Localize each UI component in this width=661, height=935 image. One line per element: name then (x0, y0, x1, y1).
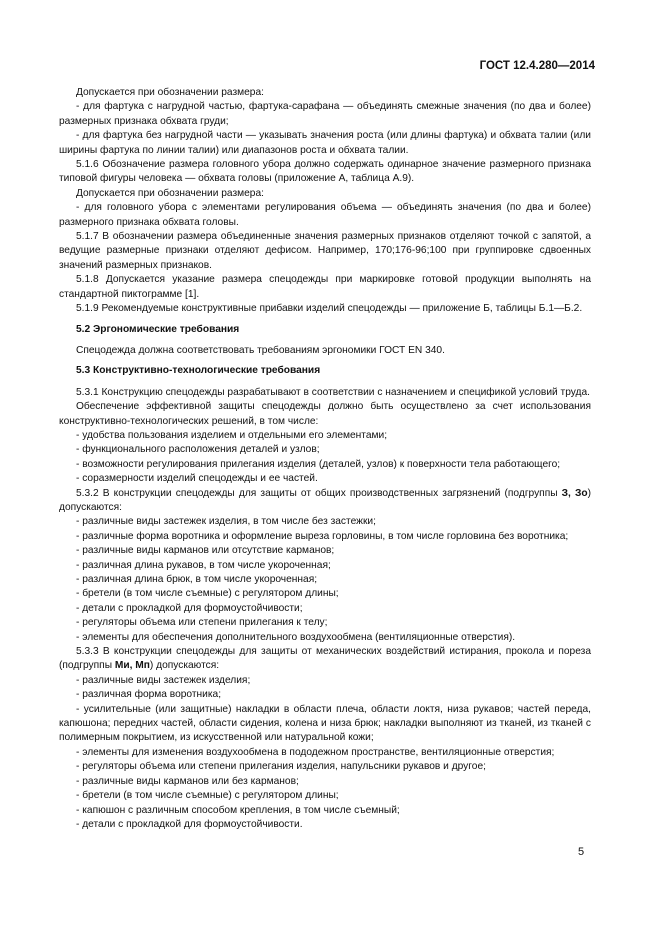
list-item: - регуляторы объема или степени прилегания к телу; (76, 617, 328, 629)
list-item: - капюшон с различным способом крепления, в том числе съемный; (76, 804, 400, 816)
paragraph: 5.1.6 Обозначение размера головного убора должно содержать одинарное значение размерного признака типовой фигуры человека — обхвата головы (приложение А, таблица А.9). (59, 159, 591, 185)
list-item: - соразмерности изделий спецодежды и ее частей. (76, 473, 318, 485)
list-item: - функционального расположения деталей и узлов; (76, 444, 320, 456)
list-item: - возможности регулирования прилегания изделия (деталей, узлов) к поверхности тела работающего; (76, 458, 561, 470)
paragraph: Допускается при обозначении размера: (76, 187, 264, 199)
list-item: - различные виды карманов или отсутствие карманов; (76, 545, 335, 557)
list-item: - различные виды застежек изделия, в том числе без застежки; (76, 516, 376, 528)
list-item: - детали с прокладкой для формоустойчивости; (76, 602, 303, 614)
list-item: - удобства пользования изделием и отдельными его элементами; (76, 429, 388, 441)
subgroup-codes: Ми, Мп (114, 660, 150, 672)
paragraph-533 (59, 645, 591, 674)
paragraph: 5.3.1 Конструкцию спецодежды разрабатывают в соответствии с назначением и спецификой условий труда. (76, 386, 590, 398)
page-number: 5 (578, 846, 585, 858)
list-item: - регуляторы объема или степени прилегания изделия, напульсники рукавов и другое; (76, 761, 486, 773)
list-item: - бретели (в том числе съемные) с регулятором длины; (76, 790, 339, 802)
list-item: - бретели (в том числе съемные) с регулятором длины; (76, 588, 339, 600)
paragraph-text: ) допускаются: (59, 487, 591, 513)
paragraph: 5.1.7 В обозначении размера объединенные значения размерных признаков отделяют точкой с запятой, а ведущие размерные признаки отделяют дефисом. Например, 170;176-96;100 при группировке сдвоенных значений размерных признаков. (59, 231, 591, 271)
section-heading: 5.2 Эргономические требования (76, 323, 240, 335)
paragraph-532 (59, 487, 591, 516)
list-item: - детали с прокладкой для формоустойчивости. (76, 818, 303, 830)
list-item: - различная форма воротника; (76, 689, 222, 701)
paragraph-text: 5.3.2 В конструкции спецодежды для защиты от общих производственных загрязнений (подгруппы (76, 487, 562, 499)
paragraph-text: ) допускаются: (149, 660, 220, 672)
paragraph: 5.1.9 Рекомендуемые конструктивные прибавки изделий спецодежды — приложение Б, таблицы Б.1—Б.2. (76, 303, 583, 315)
paragraph-text: 5.3.3 В конструкции спецодежды для защиты от механических воздействий истирания, прокола и пореза (подгруппы (59, 646, 591, 672)
paragraph: 5.1.8 Допускается указание размера спецодежды при маркировке готовой продукции выполнять на стандартной пиктограмме [1]. (59, 274, 591, 300)
list-item: - элементы для изменения воздухообмена в пододежном пространстве, вентиляционные отверстия; (76, 746, 555, 758)
paragraph: - для фартука с нагрудной частью, фартука-сарафана — объединять смежные значения (по два и более) размерных признака обхвата груди; (59, 101, 591, 127)
list-item: - различные виды застежек изделия; (76, 674, 251, 686)
list-item: - различные виды карманов или без карманов; (76, 775, 299, 787)
list-item: - усилительные (или защитные) накладки в области плеча, области локтя, низа рукавов; частей переда, капюшона; передних частей, области сидения, колена и низа брюк; накладки выполняют из тканей, из тканей с полимерным покрытием, из искусственной или натуральной кожи; (59, 703, 591, 744)
subgroup-codes: З, Зо (561, 487, 588, 499)
list-item: - элементы для обеспечения дополнительного воздухообмена (вентиляционные отверстия). (76, 631, 516, 643)
list-item: - различная длина рукавов, в том числе укороченная; (76, 559, 331, 571)
document-id-header: ГОСТ 12.4.280—2014 (479, 60, 595, 72)
paragraph: - для фартука без нагрудной части — указывать значения роста (или длины фартука) и обхвата талии (или ширины фартука по линии талии) или диапазонов роста и обхвата талии. (59, 130, 591, 156)
section-heading: 5.3 Конструктивно-технологические требования (76, 365, 321, 377)
paragraph: Обеспечение эффективной защиты спецодежды должно быть осуществлено за счет использования конструктивно-технологических решений, в том числе: (59, 401, 591, 427)
list-item: - различная длина брюк, в том числе укороченная; (76, 574, 318, 585)
paragraph: Допускается при обозначении размера: (76, 87, 264, 98)
list-item: - различные форма воротника и оформление выреза горловины, в том числе горловина без воротника; (76, 530, 569, 542)
paragraph: - для головного убора с элементами регулирования объема — объединять значения (по два и более) размерного признака обхвата головы. (59, 202, 591, 228)
document-body (59, 86, 591, 832)
paragraph: Спецодежда должна соответствовать требованиям эргономики ГОСТ EN 340. (76, 344, 445, 356)
